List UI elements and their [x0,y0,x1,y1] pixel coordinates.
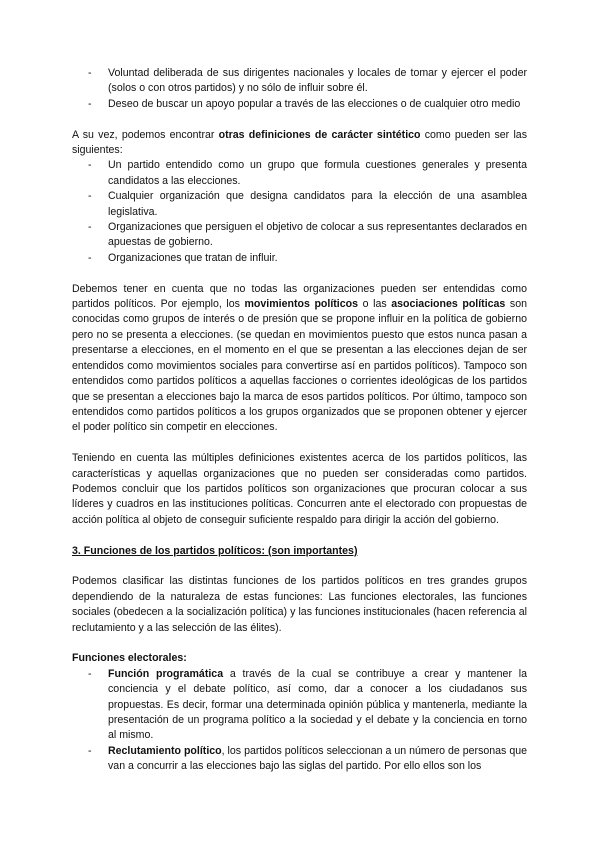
list-item: - Reclutamiento político, los partidos políticos seleccionan a un número de personas que van a concurrir a las elecciones bajo las siglas del partido. Por ello ellos son los [72,744,527,775]
list-item: - Deseo de buscar un apoyo popular a través de las elecciones o de cualquier otro medio [72,97,527,112]
list-item: - Un partido entendido como un grupo que formula cuestiones generales y presenta candidatos a las elecciones. [72,158,527,189]
list-item: - Función programática a través de la cual se contribuye a crear y mantener la conciencia y el debate político, así como, dar a conocer a los ciudadanos sus propuestas. Es decir, formar una determinada opinión pública y mantenerla, mediante la presentación de un programa político a la sociedad y el debate y la conciencia en torno al mismo. [72,667,527,744]
list-item: - Voluntad deliberada de sus dirigentes nacionales y locales de tomar y ejercer el poder (solos o con otros partidos) y no sólo de influir sobre él. [72,66,527,97]
functions-paragraph: Podemos clasificar las distintas funciones de los partidos políticos en tres grandes grupos dependiendo de la naturaleza de estas funciones: Las funciones electorales, las funciones sociales (obedecen a la socialización política) y las funciones institucionales (hacen referencia al reclutamiento y a las selección de las élites). [72,575,527,634]
electoral-functions-heading: Funciones electorales: [72,652,187,665]
non-party-organizations-paragraph: Debemos tener en cuenta que no todas las organizaciones pueden ser entendidas como partidos políticos. Por ejemplo, los movimientos políticos o las asociaciones políticas son conocidas como grupos de interés o de presión que se propone influir en la política de gobierno pero no se presenta a elecciones. (se quedan en movimientos puesto que estos nunca pasan a presentarse a elecciones, en el momento en el que se presentan a las elecciones dejan de ser entendidos como movimientos sociales para convertirse así en partidos políticos). Tampoco son entendidos como partidos políticos a aquellas facciones o corrientes ideológicas de los partidos que se presentan a elecciones bajo la marca de esos partidos políticos. Por último, tampoco son entendidos como partidos políticos a los grupos organizados que se proponen obtener y ejercer el poder político sin competir en elecciones. [72,282,527,434]
list-item: - Organizaciones que persiguen el objetivo de colocar a sus representantes declarados en apuestas de gobierno. [72,220,527,251]
section-heading: 3. Funciones de los partidos políticos: (son importantes) [72,544,358,557]
conclusion-paragraph: Teniendo en cuenta las múltiples definiciones existentes acerca de los partidos políticos, las características y aquellas organizaciones que no pueden ser consideradas como partidos. Podemos concluir que los partidos políticos son organizaciones que procuran colocar a sus líderes y cuadros en las instituciones políticas. Concurren ante el electorado con propuestas de acción política al objeto de conseguir suficiente respaldo para dirigir la acción del gobierno. [72,452,527,526]
list-item: - Organizaciones que tratan de influir. [72,251,527,266]
requirements-list [72,66,527,112]
document-page [72,66,527,775]
synthetic-definitions-intro: A su vez, podemos encontrar otras definiciones de carácter sintético como pueden ser las siguientes: [72,128,527,157]
synthetic-definitions-list [72,158,527,266]
electoral-functions-list [72,667,527,775]
list-item: - Cualquier organización que designa candidatos para la elección de una asamblea legislativa. [72,189,527,220]
